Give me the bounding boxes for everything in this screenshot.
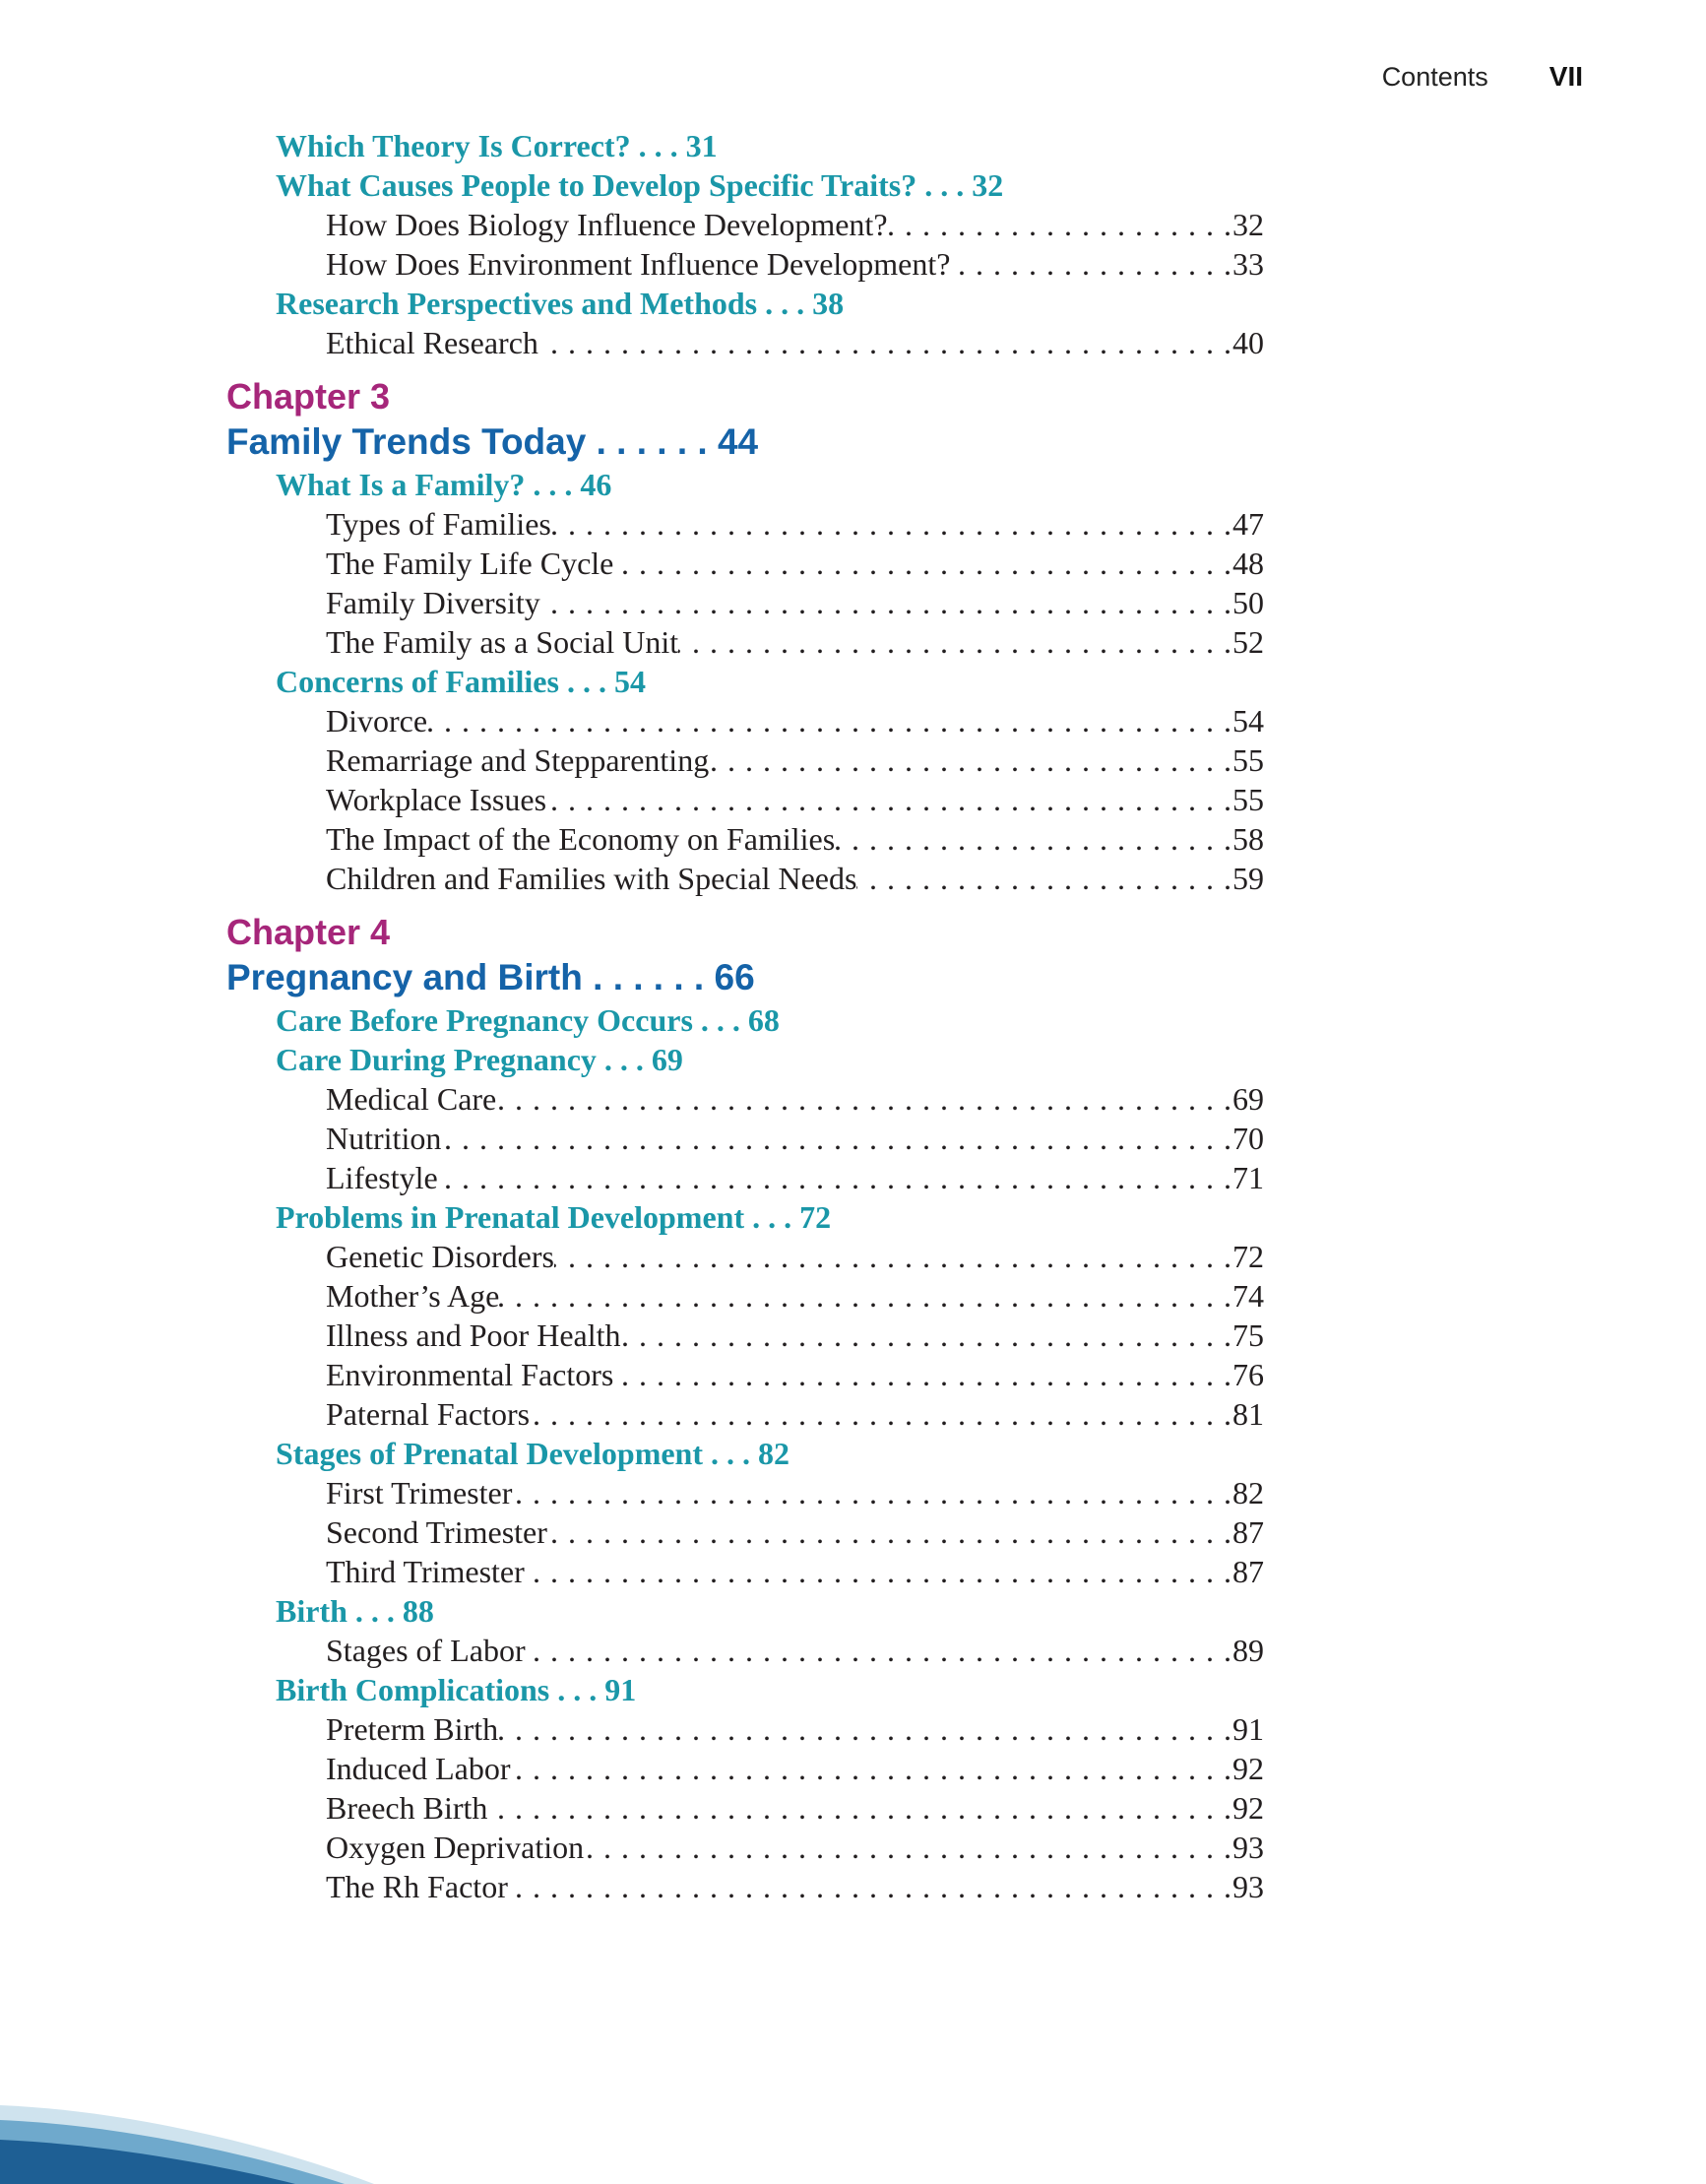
- dot-leader: [613, 544, 1232, 583]
- toc-entry-page: 50: [1232, 585, 1264, 620]
- running-head: Contents: [1381, 62, 1488, 92]
- toc-entry-title: Children and Families with Special Needs: [326, 861, 857, 896]
- toc-entry-page: 40: [1232, 325, 1264, 360]
- chapter-label: Chapter 4: [226, 912, 391, 952]
- toc-entry: [326, 323, 1264, 362]
- dot-leader: [621, 1316, 1233, 1355]
- toc-entry-page: 54: [1232, 703, 1264, 739]
- toc-entry: [326, 819, 1264, 859]
- toc-entry-title: Third Trimester: [326, 1554, 525, 1589]
- toc-entry: [326, 244, 1264, 284]
- toc-entry-page: 33: [1232, 246, 1264, 282]
- toc-entry-page: 93: [1232, 1830, 1264, 1865]
- toc-entry-page: 74: [1232, 1278, 1264, 1314]
- dot-leader: [499, 1276, 1232, 1316]
- toc-entry: [326, 1276, 1264, 1316]
- dot-leader: [487, 1788, 1232, 1828]
- toc-entry-title: Preterm Birth: [326, 1711, 499, 1747]
- toc-entry-page: 75: [1232, 1317, 1264, 1353]
- toc-section-heading: Birth Complications . . . 91: [276, 1672, 637, 1707]
- toc-section-heading: Which Theory Is Correct? . . . 31: [276, 128, 718, 163]
- dot-leader: [530, 1394, 1232, 1434]
- toc-entry: [326, 504, 1264, 544]
- dot-leader: [441, 1119, 1232, 1158]
- toc-entry-page: 89: [1232, 1633, 1264, 1668]
- toc-entry-title: Second Trimester: [326, 1514, 547, 1550]
- dot-leader: [613, 1355, 1232, 1394]
- toc-section-heading: Stages of Prenatal Development . . . 82: [276, 1436, 790, 1471]
- toc-entry: [326, 1867, 1264, 1906]
- toc-entry-page: 48: [1232, 546, 1264, 581]
- toc-entry-title: Illness and Poor Health: [326, 1317, 621, 1353]
- toc-entry-page: 87: [1232, 1514, 1264, 1550]
- toc-entry-title: Remarriage and Stepparenting: [326, 742, 710, 778]
- toc-entry: [326, 1237, 1264, 1276]
- toc-entry-page: 76: [1232, 1357, 1264, 1392]
- dot-leader: [835, 819, 1232, 859]
- toc-section-heading: Birth . . . 88: [276, 1593, 434, 1629]
- toc-entry-title: Family Diversity: [326, 585, 540, 620]
- dot-leader: [508, 1867, 1232, 1906]
- dot-leader: [427, 701, 1232, 740]
- toc-entry: [326, 1119, 1264, 1158]
- toc-entry: [326, 740, 1264, 780]
- corner-swoosh-decoration: [0, 2066, 413, 2184]
- toc-entry-page: 81: [1232, 1396, 1264, 1432]
- page-number: VII: [1548, 61, 1583, 92]
- dot-leader: [678, 622, 1232, 662]
- toc-entry: [326, 1631, 1264, 1670]
- toc-section-heading: Care Before Pregnancy Occurs . . . 68: [276, 1002, 780, 1038]
- toc-section-heading: What Causes People to Develop Specific Traits? . . . 32: [276, 167, 1004, 203]
- toc-entry: [326, 1158, 1264, 1197]
- toc-entry-title: The Impact of the Economy on Families: [326, 821, 836, 857]
- chapter-heading: [226, 374, 1706, 465]
- dot-leader: [551, 504, 1232, 544]
- toc-entry-page: 55: [1232, 742, 1264, 778]
- toc-section-heading: Research Perspectives and Methods . . . 38: [276, 286, 845, 321]
- table-of-contents: [0, 126, 1706, 1906]
- toc-entry-page: 58: [1232, 821, 1264, 857]
- toc-entry: [326, 1079, 1264, 1119]
- toc-entry: [326, 544, 1264, 583]
- toc-entry: [326, 780, 1264, 819]
- toc-entry-page: 87: [1232, 1554, 1264, 1589]
- toc-entry: [326, 622, 1264, 662]
- toc-entry-title: The Family as a Social Unit: [326, 624, 679, 660]
- toc-entry-page: 91: [1232, 1711, 1264, 1747]
- toc-entry-title: Nutrition: [326, 1121, 442, 1156]
- dot-leader: [950, 244, 1232, 284]
- dot-leader: [498, 1709, 1232, 1749]
- toc-entry-title: Lifestyle: [326, 1160, 438, 1195]
- toc-entry-title: Genetic Disorders: [326, 1239, 554, 1274]
- dot-leader: [554, 1237, 1232, 1276]
- toc-entry: [326, 859, 1264, 898]
- toc-entry-title: Ethical Research: [326, 325, 538, 360]
- toc-entry: [326, 1749, 1264, 1788]
- toc-entry-page: 70: [1232, 1121, 1264, 1156]
- toc-section-heading: Problems in Prenatal Development . . . 72: [276, 1199, 832, 1235]
- toc-entry-title: The Rh Factor: [326, 1869, 508, 1904]
- toc-entry-title: Stages of Labor: [326, 1633, 526, 1668]
- toc-entry-page: 71: [1232, 1160, 1264, 1195]
- chapter-title: Pregnancy and Birth . . . . . . 66: [226, 957, 755, 997]
- toc-entry-page: 69: [1232, 1081, 1264, 1117]
- dot-leader: [538, 323, 1232, 362]
- toc-entry-title: First Trimester: [326, 1475, 513, 1510]
- toc-entry-page: 92: [1232, 1790, 1264, 1826]
- toc-entry: [326, 1512, 1264, 1552]
- toc-entry-page: 93: [1232, 1869, 1264, 1904]
- toc-entry: [326, 701, 1264, 740]
- chapter-title: Family Trends Today . . . . . . 44: [226, 421, 759, 462]
- toc-entry-title: The Family Life Cycle: [326, 546, 614, 581]
- toc-entry: [326, 1316, 1264, 1355]
- dot-leader: [512, 1473, 1232, 1512]
- chapter-heading: [226, 910, 1706, 1000]
- dot-leader: [496, 1079, 1232, 1119]
- dot-leader: [888, 205, 1232, 244]
- dot-leader: [547, 1512, 1232, 1552]
- toc-entry-title: Induced Labor: [326, 1751, 511, 1786]
- toc-entry: [326, 1394, 1264, 1434]
- toc-entry-page: 55: [1232, 782, 1264, 817]
- toc-entry-title: Workplace Issues: [326, 782, 547, 817]
- toc-entry-title: Types of Families: [326, 506, 551, 542]
- toc-section-heading: What Is a Family? . . . 46: [276, 467, 612, 502]
- toc-entry: [326, 1355, 1264, 1394]
- toc-entry-page: 47: [1232, 506, 1264, 542]
- toc-entry-title: Oxygen Deprivation: [326, 1830, 585, 1865]
- dot-leader: [709, 740, 1232, 780]
- toc-entry-page: 32: [1232, 207, 1264, 242]
- toc-entry: [326, 1473, 1264, 1512]
- dot-leader: [584, 1828, 1232, 1867]
- toc-entry-title: Mother’s Age: [326, 1278, 500, 1314]
- toc-section-heading: Care During Pregnancy . . . 69: [276, 1042, 683, 1077]
- dot-leader: [526, 1631, 1232, 1670]
- toc-entry: [326, 1828, 1264, 1867]
- dot-leader: [438, 1158, 1232, 1197]
- toc-entry-title: Paternal Factors: [326, 1396, 531, 1432]
- toc-entry-page: 52: [1232, 624, 1264, 660]
- toc-entry-title: How Does Environment Influence Development?: [326, 246, 951, 282]
- toc-entry-page: 72: [1232, 1239, 1264, 1274]
- dot-leader: [856, 859, 1232, 898]
- toc-entry-page: 59: [1232, 861, 1264, 896]
- dot-leader: [525, 1552, 1232, 1591]
- page-header: [1382, 61, 1583, 93]
- toc-entry: [326, 583, 1264, 622]
- toc-entry: [326, 205, 1264, 244]
- chapter-label: Chapter 3: [226, 376, 391, 417]
- toc-entry: [326, 1788, 1264, 1828]
- toc-entry-title: Medical Care: [326, 1081, 497, 1117]
- toc-entry: [326, 1552, 1264, 1591]
- toc-entry-title: Breech Birth: [326, 1790, 488, 1826]
- toc-entry-page: 92: [1232, 1751, 1264, 1786]
- toc-entry: [326, 1709, 1264, 1749]
- dot-leader: [510, 1749, 1232, 1788]
- toc-entry-title: Divorce: [326, 703, 428, 739]
- dot-leader: [540, 583, 1232, 622]
- dot-leader: [546, 780, 1232, 819]
- toc-entry-page: 82: [1232, 1475, 1264, 1510]
- toc-entry-title: How Does Biology Influence Development?: [326, 207, 888, 242]
- toc-section-heading: Concerns of Families . . . 54: [276, 664, 646, 699]
- toc-entry-title: Environmental Factors: [326, 1357, 614, 1392]
